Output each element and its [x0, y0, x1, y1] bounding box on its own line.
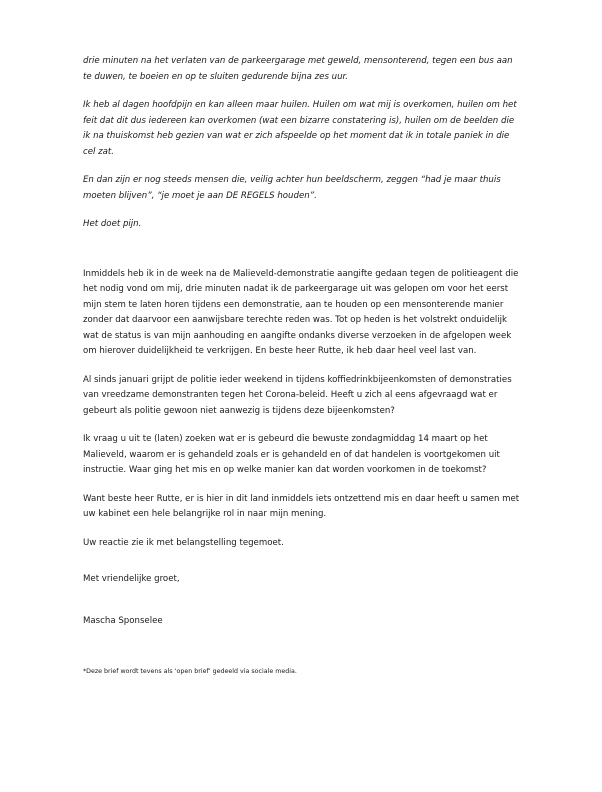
closing-greeting: Met vriendelijke groet, [83, 574, 180, 584]
paragraph-await-reaction: Uw reactie zie ik met belangstelling tegemoet. [83, 537, 284, 548]
paragraph-complaint-filed: Inmiddels heb ik in de week na de Malieveld-demonstratie aangifte gedaan tegen de politieagent die het nodig vond om mij, drie minuten nadat ik de parkeergarage uit was gelopen om voor het eerst mijn stem te laten horen tijdens een demonstratie, aan te houden op een mensonterende manier zonder dat daarvoor een aanwijsbare terechte reden was. Tot op heden is het volstrekt onduidelijk wat de status is van mijn aanhouding en aangifte ondanks diverse verzoeken in de afgelopen week om hierover duidelijkheid te verkrijgen. En beste heer Rutte, ik heb daar heel veel last van. [83, 268, 519, 356]
signature-name: Mascha Sponselee [83, 615, 163, 626]
paragraph-investigation-request: Ik vraag u uit te (laten) zoeken wat er is gebeurd die bewuste zondagmiddag 14 maart op het Malieveld, waarom er is gehandeld zoals er is gehandeld en of dat handelen is voortgekomen uit instructie. Waar ging het mis en op welke manier kan dat worden voorkomen in de toekomst? [83, 434, 500, 475]
paragraph-cabinet-role: Want beste heer Rutte, er is hier in dit land inmiddels iets ontzettend mis en daar heeft u samen met uw kabinet een hele belangrijke rol in naar mijn mening. [83, 493, 520, 519]
footnote: *Deze brief wordt tevens als ‘open brief’ gedeeld via sociale media. [83, 668, 297, 675]
paragraph-stay-home-remarks: En dan zijn er nog steeds mensen die, veilig achter hun beeldscherm, zeggen “had je maar thuis moeten blijven”, “je moet je aan DE REGELS houden”. [83, 175, 501, 201]
paragraph-police-weekends: Al sinds januari grijpt de politie ieder weekend in tijdens koffiedrinkbijeenkomsten of demonstraties van vreedzame demonstranten tegen het Corona-beleid. Heeft u zich al eens afgevraagd wat er gebeurt als politie gewoon niet aanwezig is tijdens deze bijeenkomsten? [83, 374, 512, 416]
paragraph-headache: Ik heb al dagen hoofdpijn en kan alleen maar huilen. Huilen om wat mij is overkomen, huilen om het feit dat dit dus iedereen kan overkomen (wat een bizarre constatering is), huilen om de beelden die ik na thuiskomst heb gezien van wat er zich afspeelde op het moment dat ik in totale paniek in die cel zat. [83, 100, 517, 157]
paragraph-it-hurts: Het doet pijn. [83, 219, 142, 229]
letter-body [83, 54, 523, 629]
paragraph-arrest-description: drie minuten na het verlaten van de parkeergarage met geweld, mensonterend, tegen een bus aan te duwen, te boeien en op te sluiten gedurende bijna zes uur. [83, 56, 513, 82]
